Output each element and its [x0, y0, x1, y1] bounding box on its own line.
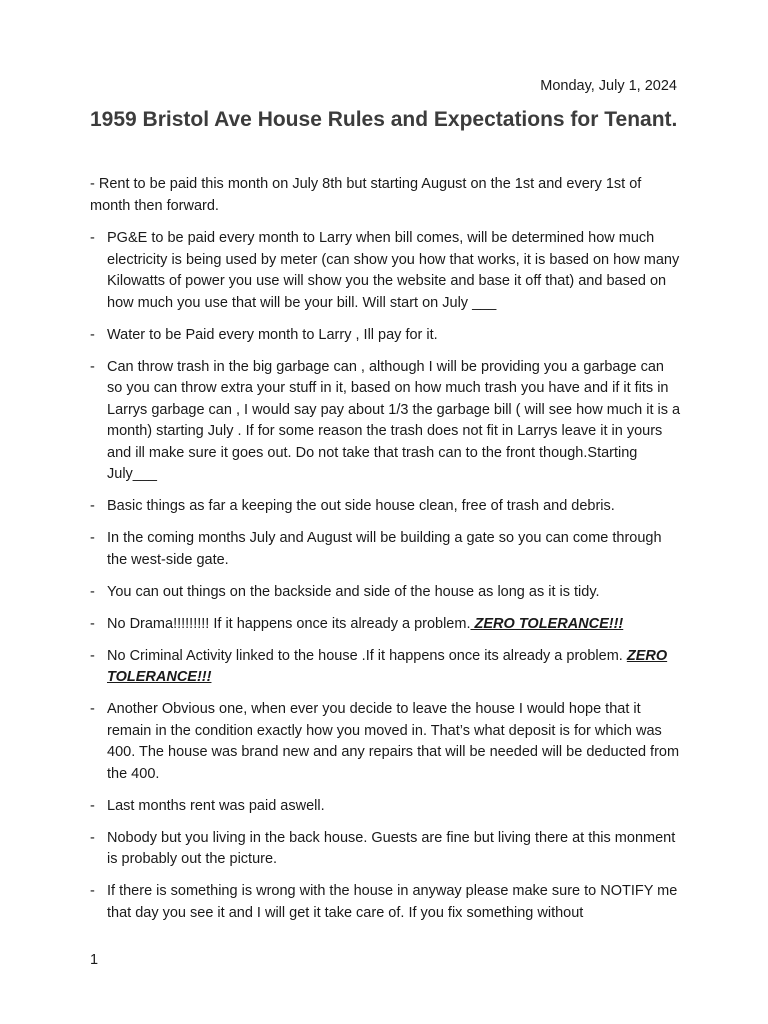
rule-text: Nobody but you living in the back house. Guests are fine but living there at this monment is probably out the picture. — [107, 829, 676, 867]
rule-item — [90, 325, 682, 347]
rule-text: Another Obvious one, when ever you decide to leave the house I would hope that it remain in the condition exactly how you moved in. That’s what deposit is for which was 400. The house was brand new and any repairs that will be needed will be deducted from the 400. — [107, 701, 680, 782]
rule-item — [90, 828, 682, 871]
dash-bullet: - — [90, 701, 95, 717]
rule-item — [90, 496, 682, 518]
rent-paragraph: - Rent to be paid this month on July 8th but starting August on the 1st and every 1st of month then forward. — [90, 176, 642, 214]
rule-text: PG&E to be paid every month to Larry when bill comes, will be determined how much electricity is being used by meter (can show you how that works, it is based on how many Kilowatts of power you use will show you the website and base it off that) and based on how much you use that will be your bill. Will start on July ___ — [107, 230, 680, 311]
rule-text: No Drama!!!!!!!!! If it happens once its already a problem. — [107, 615, 471, 632]
rule-item — [90, 228, 682, 314]
rule-item — [90, 614, 682, 636]
dash-bullet: - — [90, 358, 95, 375]
dash-bullet: - — [90, 647, 95, 664]
rule-item — [90, 528, 682, 571]
rule-text: No Criminal Activity linked to the house .If it happens once its already a problem. — [107, 647, 627, 664]
dash-bullet: - — [90, 615, 95, 632]
zero-tolerance-emphasis: ZERO TOLERANCE!!! — [107, 647, 668, 685]
zero-tolerance-emphasis: ZERO TOLERANCE!!! — [470, 615, 624, 632]
rule-text: Basic things as far a keeping the out side house clean, free of trash and debris. — [107, 498, 615, 514]
rules-list — [90, 228, 682, 935]
rule-text: In the coming months July and August will be building a gate so you can come through the west-side gate. — [107, 530, 662, 568]
dash-bullet: - — [90, 797, 95, 814]
rule-item — [90, 582, 682, 604]
dash-bullet: - — [90, 326, 95, 343]
rule-item — [90, 646, 682, 689]
dash-bullet: - — [90, 883, 95, 899]
rule-item — [90, 796, 682, 818]
dash-bullet: - — [90, 583, 95, 600]
dash-bullet: - — [90, 530, 95, 546]
rule-item — [90, 881, 682, 924]
rule-text: Water to be Paid every month to Larry , Ill pay for it. — [107, 326, 438, 343]
rule-text: Last months rent was paid aswell. — [107, 797, 325, 814]
rule-text: You can out things on the backside and side of the house as long as it is tidy. — [107, 583, 600, 600]
rule-item — [90, 699, 682, 785]
rule-text: If there is something is wrong with the house in anyway please make sure to NOTIFY me that day you see it and I will get it take care of. If you fix something without — [107, 883, 678, 921]
rule-text: Can throw trash in the big garbage can , although I will be providing you a garbage can so you can throw extra your stuff in it, based on how much trash you have and if it fits in Larrys garbage can , I would say pay about 1/3 the garbage bill ( will see how much it is a month) starting July . If for some reason the trash does not fit in Larrys leave it in yours and ill make sure it goes out. Do not take that trash can to the front though.Starting July___ — [107, 358, 681, 482]
page-number: 1 — [90, 952, 99, 968]
dash-bullet: - — [90, 230, 95, 246]
dash-bullet: - — [90, 829, 95, 846]
document-title: 1959 Bristol Ave House Rules and Expectations for Tenant. — [90, 108, 678, 131]
dash-bullet: - — [90, 498, 95, 514]
rule-item — [90, 357, 682, 486]
document-date: Monday, July 1, 2024 — [540, 78, 677, 94]
